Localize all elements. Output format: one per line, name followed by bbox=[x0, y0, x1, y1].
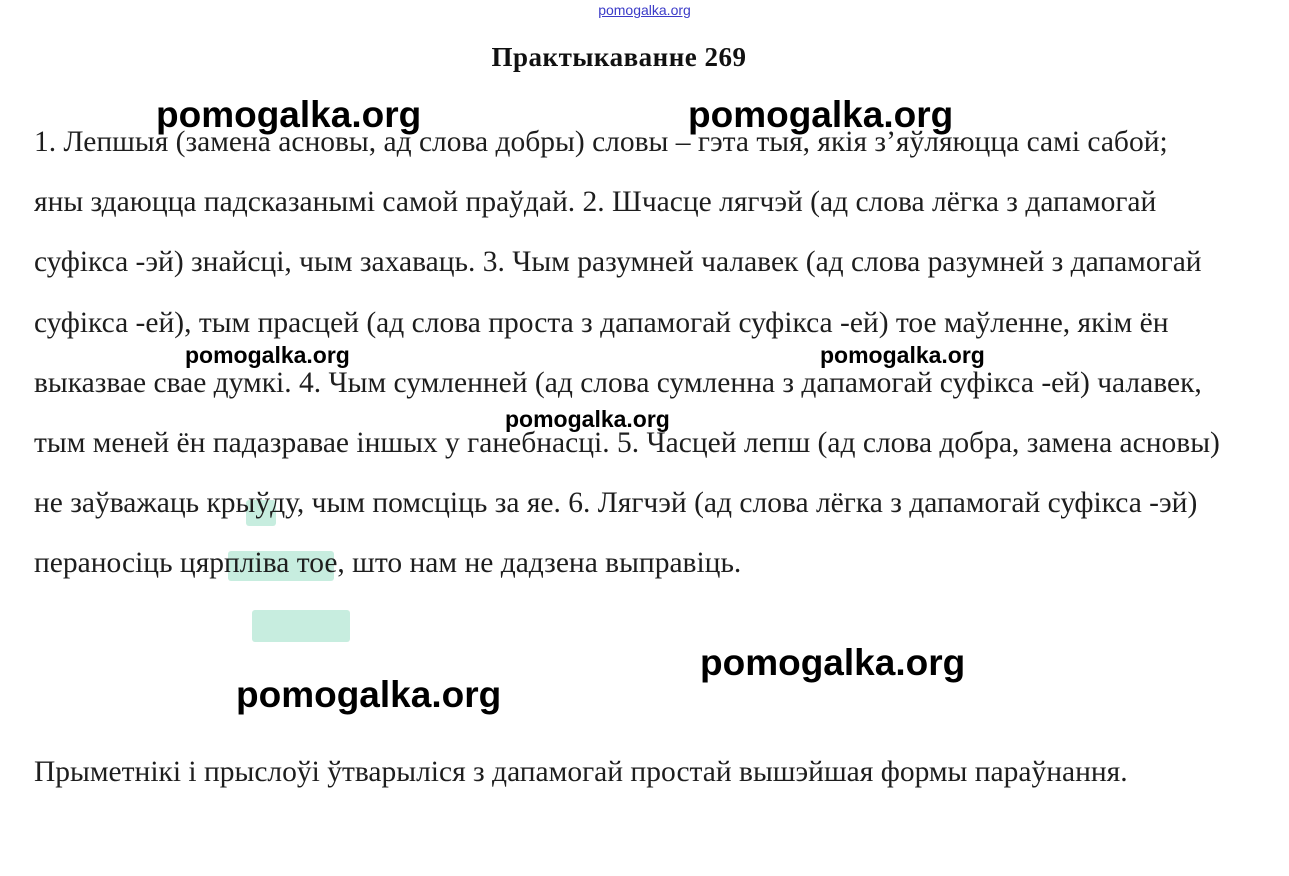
watermark: pomogalka.org bbox=[688, 94, 954, 135]
exercise-title: Практыкаванне 269 bbox=[491, 42, 747, 72]
source-link[interactable]: pomogalka.org bbox=[598, 2, 691, 18]
watermark: pomogalka.org bbox=[505, 406, 670, 432]
watermark: pomogalka.org bbox=[156, 94, 422, 135]
watermark: pomogalka.org bbox=[820, 342, 985, 368]
watermark: pomogalka.org bbox=[700, 642, 966, 683]
watermark: pomogalka.org bbox=[185, 342, 350, 368]
conclusion-text: Прыметнікі і прыслоўі ўтварыліся з дапамогай простай вышэйшая формы параўнання. bbox=[34, 756, 1128, 788]
text-highlight bbox=[252, 610, 350, 642]
watermark: pomogalka.org bbox=[236, 674, 502, 715]
exercise-answer-text: 1. Лепшыя (замена асновы, ад слова добры) словы – гэта тыя, якія з’яўляюцца самі сабой; яны здаюцца падсказанымі самой праўдай. 2. Шчасце лягчэй (ад слова лёгка з дапамогай суфікса -эй) знайсці, чым захаваць. 3. Чым разумней чалавек (ад слова разумней з дапамогай суфікса -ей), тым прасцей (ад слова проста з дапамогай суфікса -ей) тое маўленне, якім ён выказвае свае думкі. 4. Чым сумленней (ад слова сумленна з дапамогай суфікса -ей) чалавек, тым меней ён падазравае іншых у ганебнасці. 5. Часцей лепш (ад слова добра, замена асновы) не заўважаць крыўду, чым помсціць за яе. 6. Лягчэй (ад слова лёгка з дапамогай суфікса -эй) пераносіць цярпліва тое, што нам не дадзена выправіць. bbox=[34, 126, 1220, 580]
